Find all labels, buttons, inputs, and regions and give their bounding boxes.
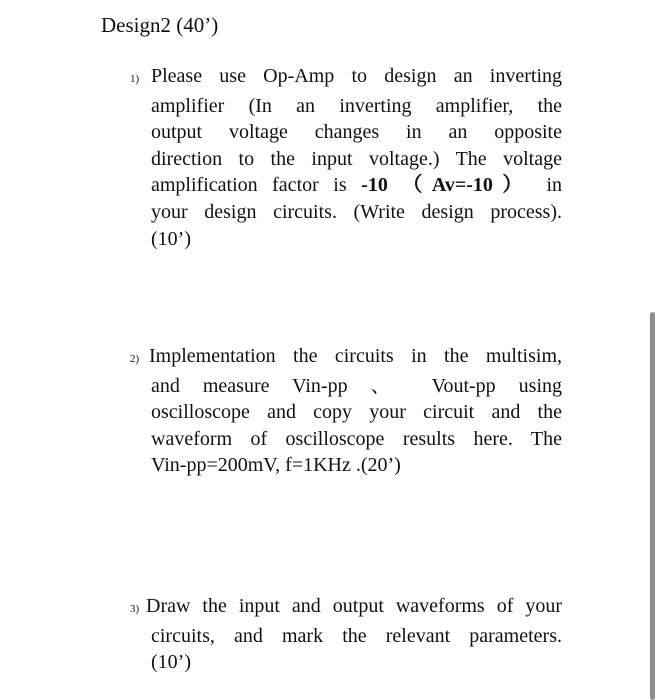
factor-suffix: in	[546, 174, 563, 197]
factor-paren: （Av=-10）	[402, 174, 532, 197]
question-1-line	[130, 93, 562, 120]
question-1-text: direction to the input voltage.) The voltage	[151, 147, 562, 170]
question-1-line	[130, 199, 562, 226]
question-2-line	[130, 373, 562, 400]
question-3-text: Draw the input and output waveforms of your	[146, 595, 562, 617]
question-1-text: output voltage changes in an opposite	[151, 121, 562, 144]
question-2-text: Implementation the circuits in the multisim,	[149, 345, 562, 367]
question-2	[130, 343, 562, 479]
question-1-line	[130, 226, 562, 253]
question-3-line	[130, 623, 562, 650]
question-3-text: circuits, and mark the relevant parameters.	[151, 624, 562, 647]
question-3-number: 3)	[130, 603, 140, 615]
question-2-text: oscilloscope and copy your circuit and the	[151, 401, 562, 424]
question-3-line	[130, 649, 562, 676]
question-3	[130, 593, 562, 676]
question-2-line	[130, 426, 562, 453]
question-1-number: 1)	[130, 73, 140, 85]
question-2-text: Vin-pp=200mV, f=1KHz .(20’)	[151, 454, 401, 477]
question-2-line	[130, 399, 562, 426]
question-1-line	[130, 146, 562, 173]
section-title: Design2 (40’)	[101, 13, 219, 37]
question-1	[130, 63, 562, 252]
question-2-line	[130, 343, 562, 373]
question-1-score: (10’)	[151, 227, 191, 250]
question-2-text: waveform of oscilloscope results here. The	[151, 427, 562, 450]
question-2-text: and measure Vin-pp 、 Vout-pp using	[151, 374, 562, 397]
question-1-line	[130, 119, 562, 146]
factor-value: -10	[361, 174, 388, 197]
question-1-text: amplifier (In an inverting amplifier, the	[151, 94, 562, 117]
question-1-factor-text	[151, 172, 562, 199]
factor-prefix: amplification factor is	[151, 174, 347, 197]
question-1-factor-line	[130, 172, 562, 199]
question-1-text: your design circuits. (Write design process).	[151, 200, 562, 223]
question-3-score: (10’)	[151, 651, 191, 674]
question-2-line	[130, 452, 562, 479]
question-1-line	[130, 63, 562, 93]
question-3-line	[130, 593, 562, 623]
question-2-number: 2)	[130, 353, 140, 365]
question-1-text: Please use Op-Amp to design an inverting	[151, 65, 562, 87]
vertical-scrollbar[interactable]	[650, 312, 655, 700]
